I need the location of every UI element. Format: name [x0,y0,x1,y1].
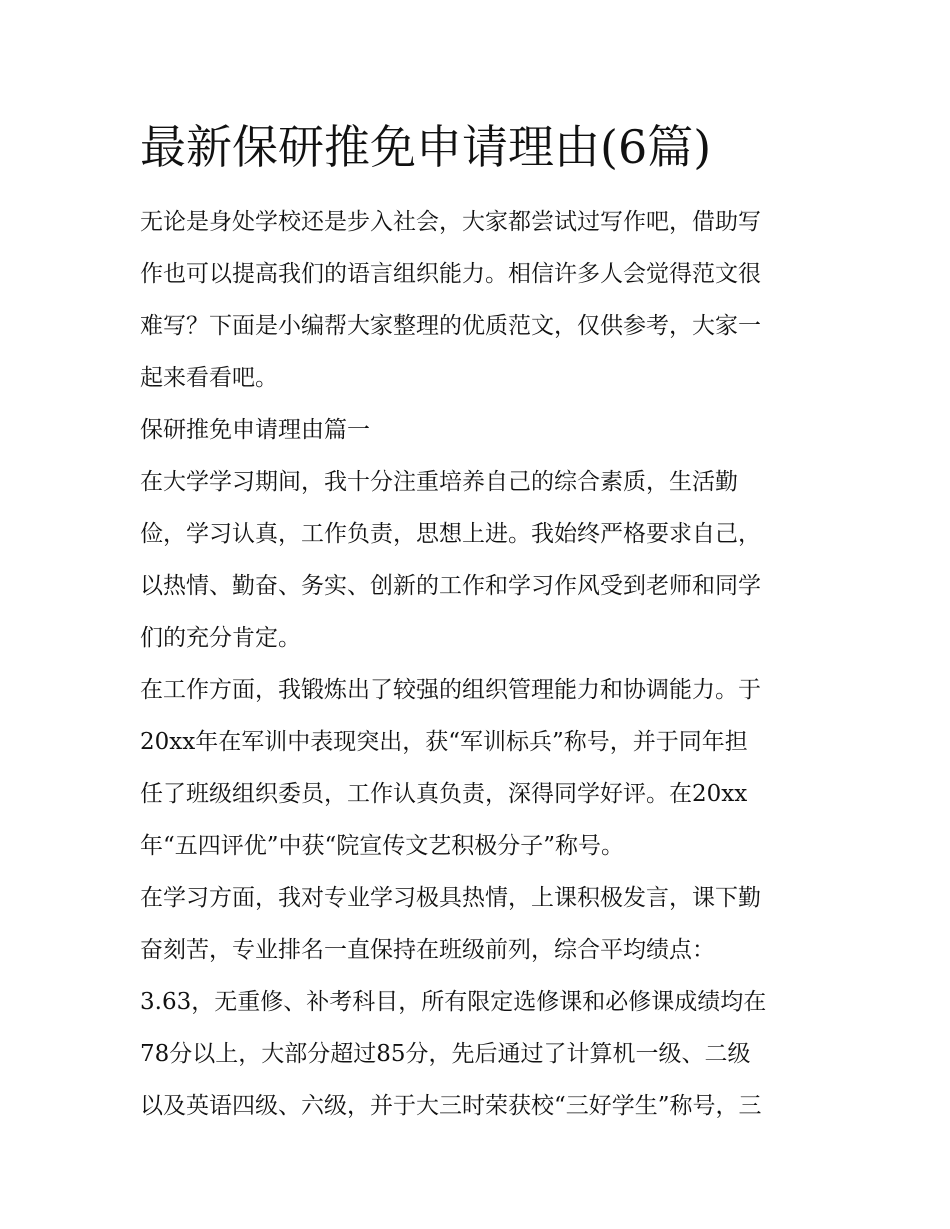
paragraph-line: 在学习方面，我对专业学习极具热情，上课积极发言，课下勤 [140,885,761,911]
paragraph-line: 奋刻苦，专业排名一直保持在班级前列，综合平均绩点： [140,937,715,963]
paragraph-line: 任了班级组织委员，工作认真负责，深得同学好评。在20xx [140,781,748,807]
paragraph-line: 起来看看吧。 [140,365,278,391]
paragraph-line: 俭，学习认真，工作负责，思想上进。我始终严格要求自己， [140,521,761,547]
paragraph-line: 无论是身处学校还是步入社会，大家都尝试过写作吧，借助写 [140,209,761,235]
document-title: 最新保研推免申请理由(6篇) [140,120,712,174]
document-body [140,196,820,1132]
paragraph-line: 以及英语四级、六级，并于大三时荣获校“三好学生”称号，三 [140,1093,762,1119]
paragraph-line: 们的充分肯定。 [140,625,301,651]
paragraph-line: 年“五四评优”中获“院宣传文艺积极分子”称号。 [140,833,625,859]
paragraph-line: 难写？下面是小编帮大家整理的优质范文，仅供参考，大家一 [140,313,761,339]
paragraph-line: 78分以上，大部分超过85分，先后通过了计算机一级、二级 [140,1041,751,1067]
paragraph-line: 以热情、勤奋、务实、创新的工作和学习作风受到老师和同学 [140,573,761,599]
paragraph-line: 作也可以提高我们的语言组织能力。相信许多人会觉得范文很 [140,261,761,287]
section-heading: 保研推免申请理由篇一 [140,417,370,443]
paragraph-line: 在工作方面，我锻炼出了较强的组织管理能力和协调能力。于 [140,677,761,703]
paragraph-line: 20xx年在军训中表现突出，获“军训标兵”称号，并于同年担 [140,729,748,755]
paragraph-line: 在大学学习期间，我十分注重培养自己的综合素质，生活勤 [140,469,738,495]
paragraph-line: 3.63，无重修、补考科目，所有限定选修课和必修课成绩均在 [140,989,767,1015]
